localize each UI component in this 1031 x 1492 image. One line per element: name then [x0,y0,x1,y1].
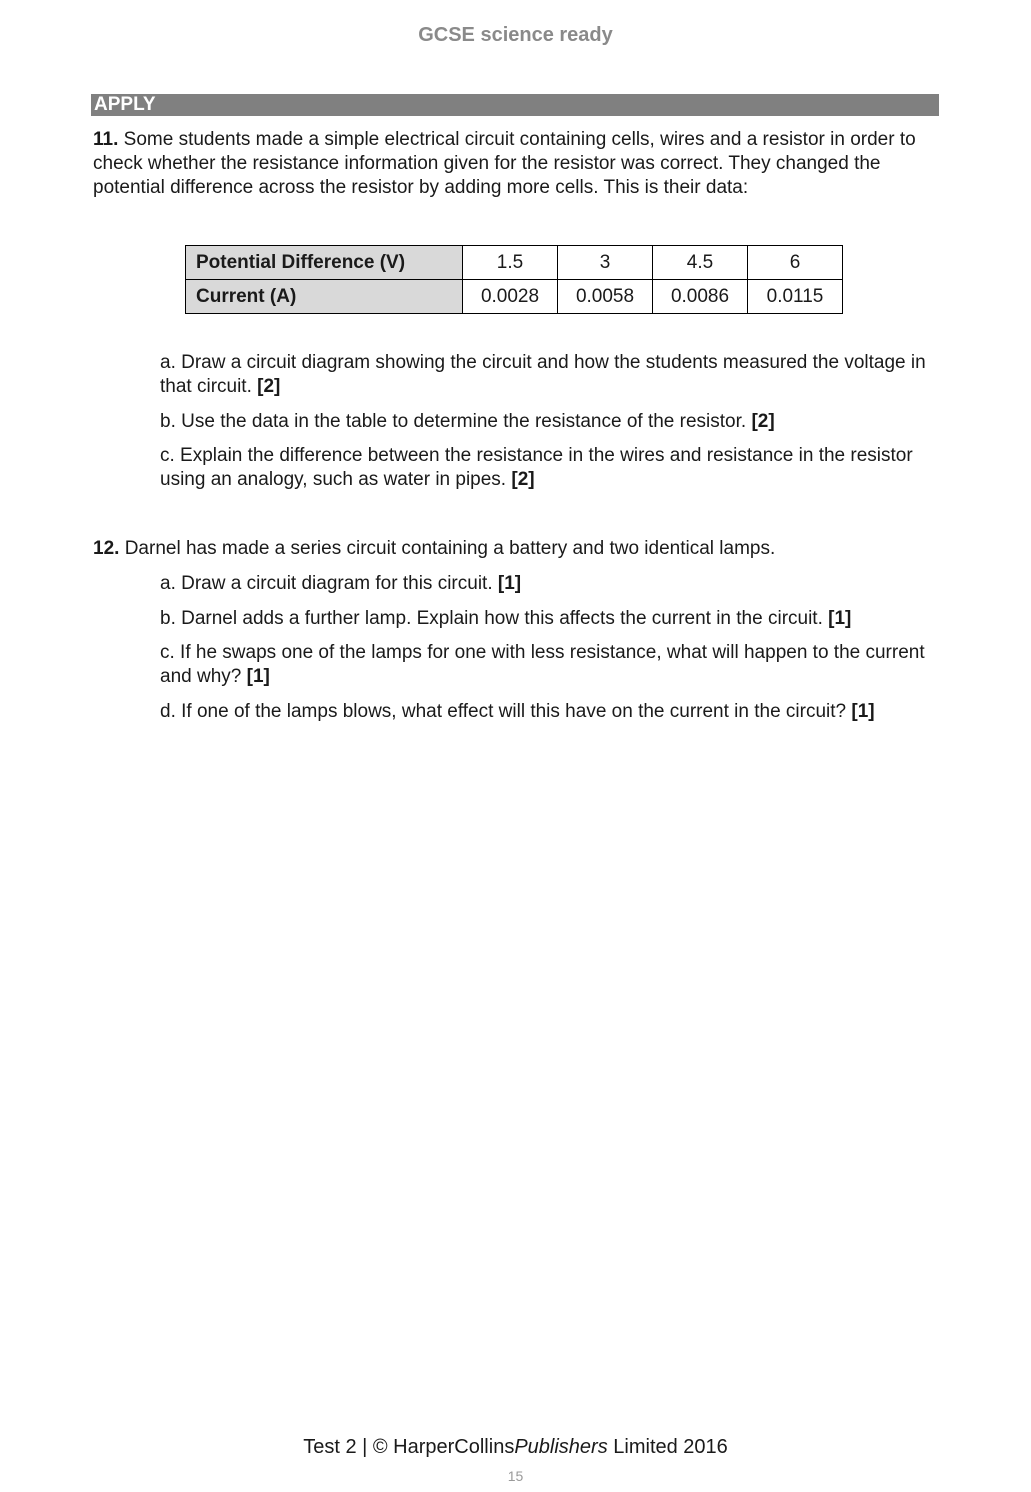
table-cell: 0.0028 [463,280,558,314]
question-12b [160,607,940,631]
question-12a [160,572,940,596]
copyright-footer [0,1436,1031,1459]
table-cell: 0.0058 [558,280,653,314]
table-cell: 0.0086 [653,280,748,314]
marks-label: [1] [851,701,875,722]
page-header-title: GCSE science ready [418,24,613,46]
page-number: 15 [507,1468,524,1484]
row-header: Potential Difference (V) [186,246,463,280]
table-cell: 6 [748,246,843,280]
footer-publisher-italic: Publishers [514,1436,608,1458]
question-12c [160,641,940,689]
marks-label: [1] [497,573,522,594]
part-text: b. Use the data in the table to determine the resistance of the resistor. [160,411,747,432]
part-text: c. If he swaps one of the lamps for one with less resistance, what will happen to the current and why? [160,642,925,687]
table-row [186,246,843,280]
table-cell: 0.0115 [748,280,843,314]
question-11a [160,351,940,399]
part-text: a. Draw a circuit diagram showing the circuit and how the students measured the voltage in that circuit. [160,352,926,397]
question-text: Some students made a simple electrical circuit containing cells, wires and a resistor in order to check whether the resistance information given for the resistor was correct. They changed the potential difference across the resistor by adding more cells. This is their data: [93,129,916,198]
part-text: a. Draw a circuit diagram for this circuit. [160,573,493,594]
marks-label: [2] [751,411,775,432]
part-text: b. Darnel adds a further lamp. Explain how this affects the current in the circuit. [160,608,823,629]
table-cell: 4.5 [653,246,748,280]
marks-label: [2] [257,376,281,397]
section-heading-apply: APPLY [91,94,939,116]
question-number: 12. [93,538,120,559]
marks-label: [1] [828,608,852,629]
question-11-intro [93,128,933,200]
question-11c [160,444,940,492]
footer-prefix: Test 2 | © HarperCollins [303,1436,515,1458]
table-row [186,280,843,314]
data-table [185,245,843,314]
part-text: c. Explain the difference between the resistance in the wires and resistance in the resistor using an analogy, such as water in pipes. [160,445,913,490]
table-cell: 3 [558,246,653,280]
question-12-intro [93,537,933,561]
footer-suffix: Limited 2016 [607,1436,728,1458]
row-header: Current (A) [186,280,463,314]
table-cell: 1.5 [463,246,558,280]
question-text: Darnel has made a series circuit containing a battery and two identical lamps. [124,538,776,559]
question-number: 11. [93,129,119,150]
question-11b [160,410,940,434]
marks-label: [2] [511,469,535,490]
marks-label: [1] [246,666,270,687]
part-text: d. If one of the lamps blows, what effect will this have on the current in the circuit? [160,701,847,722]
question-12d [160,700,940,724]
